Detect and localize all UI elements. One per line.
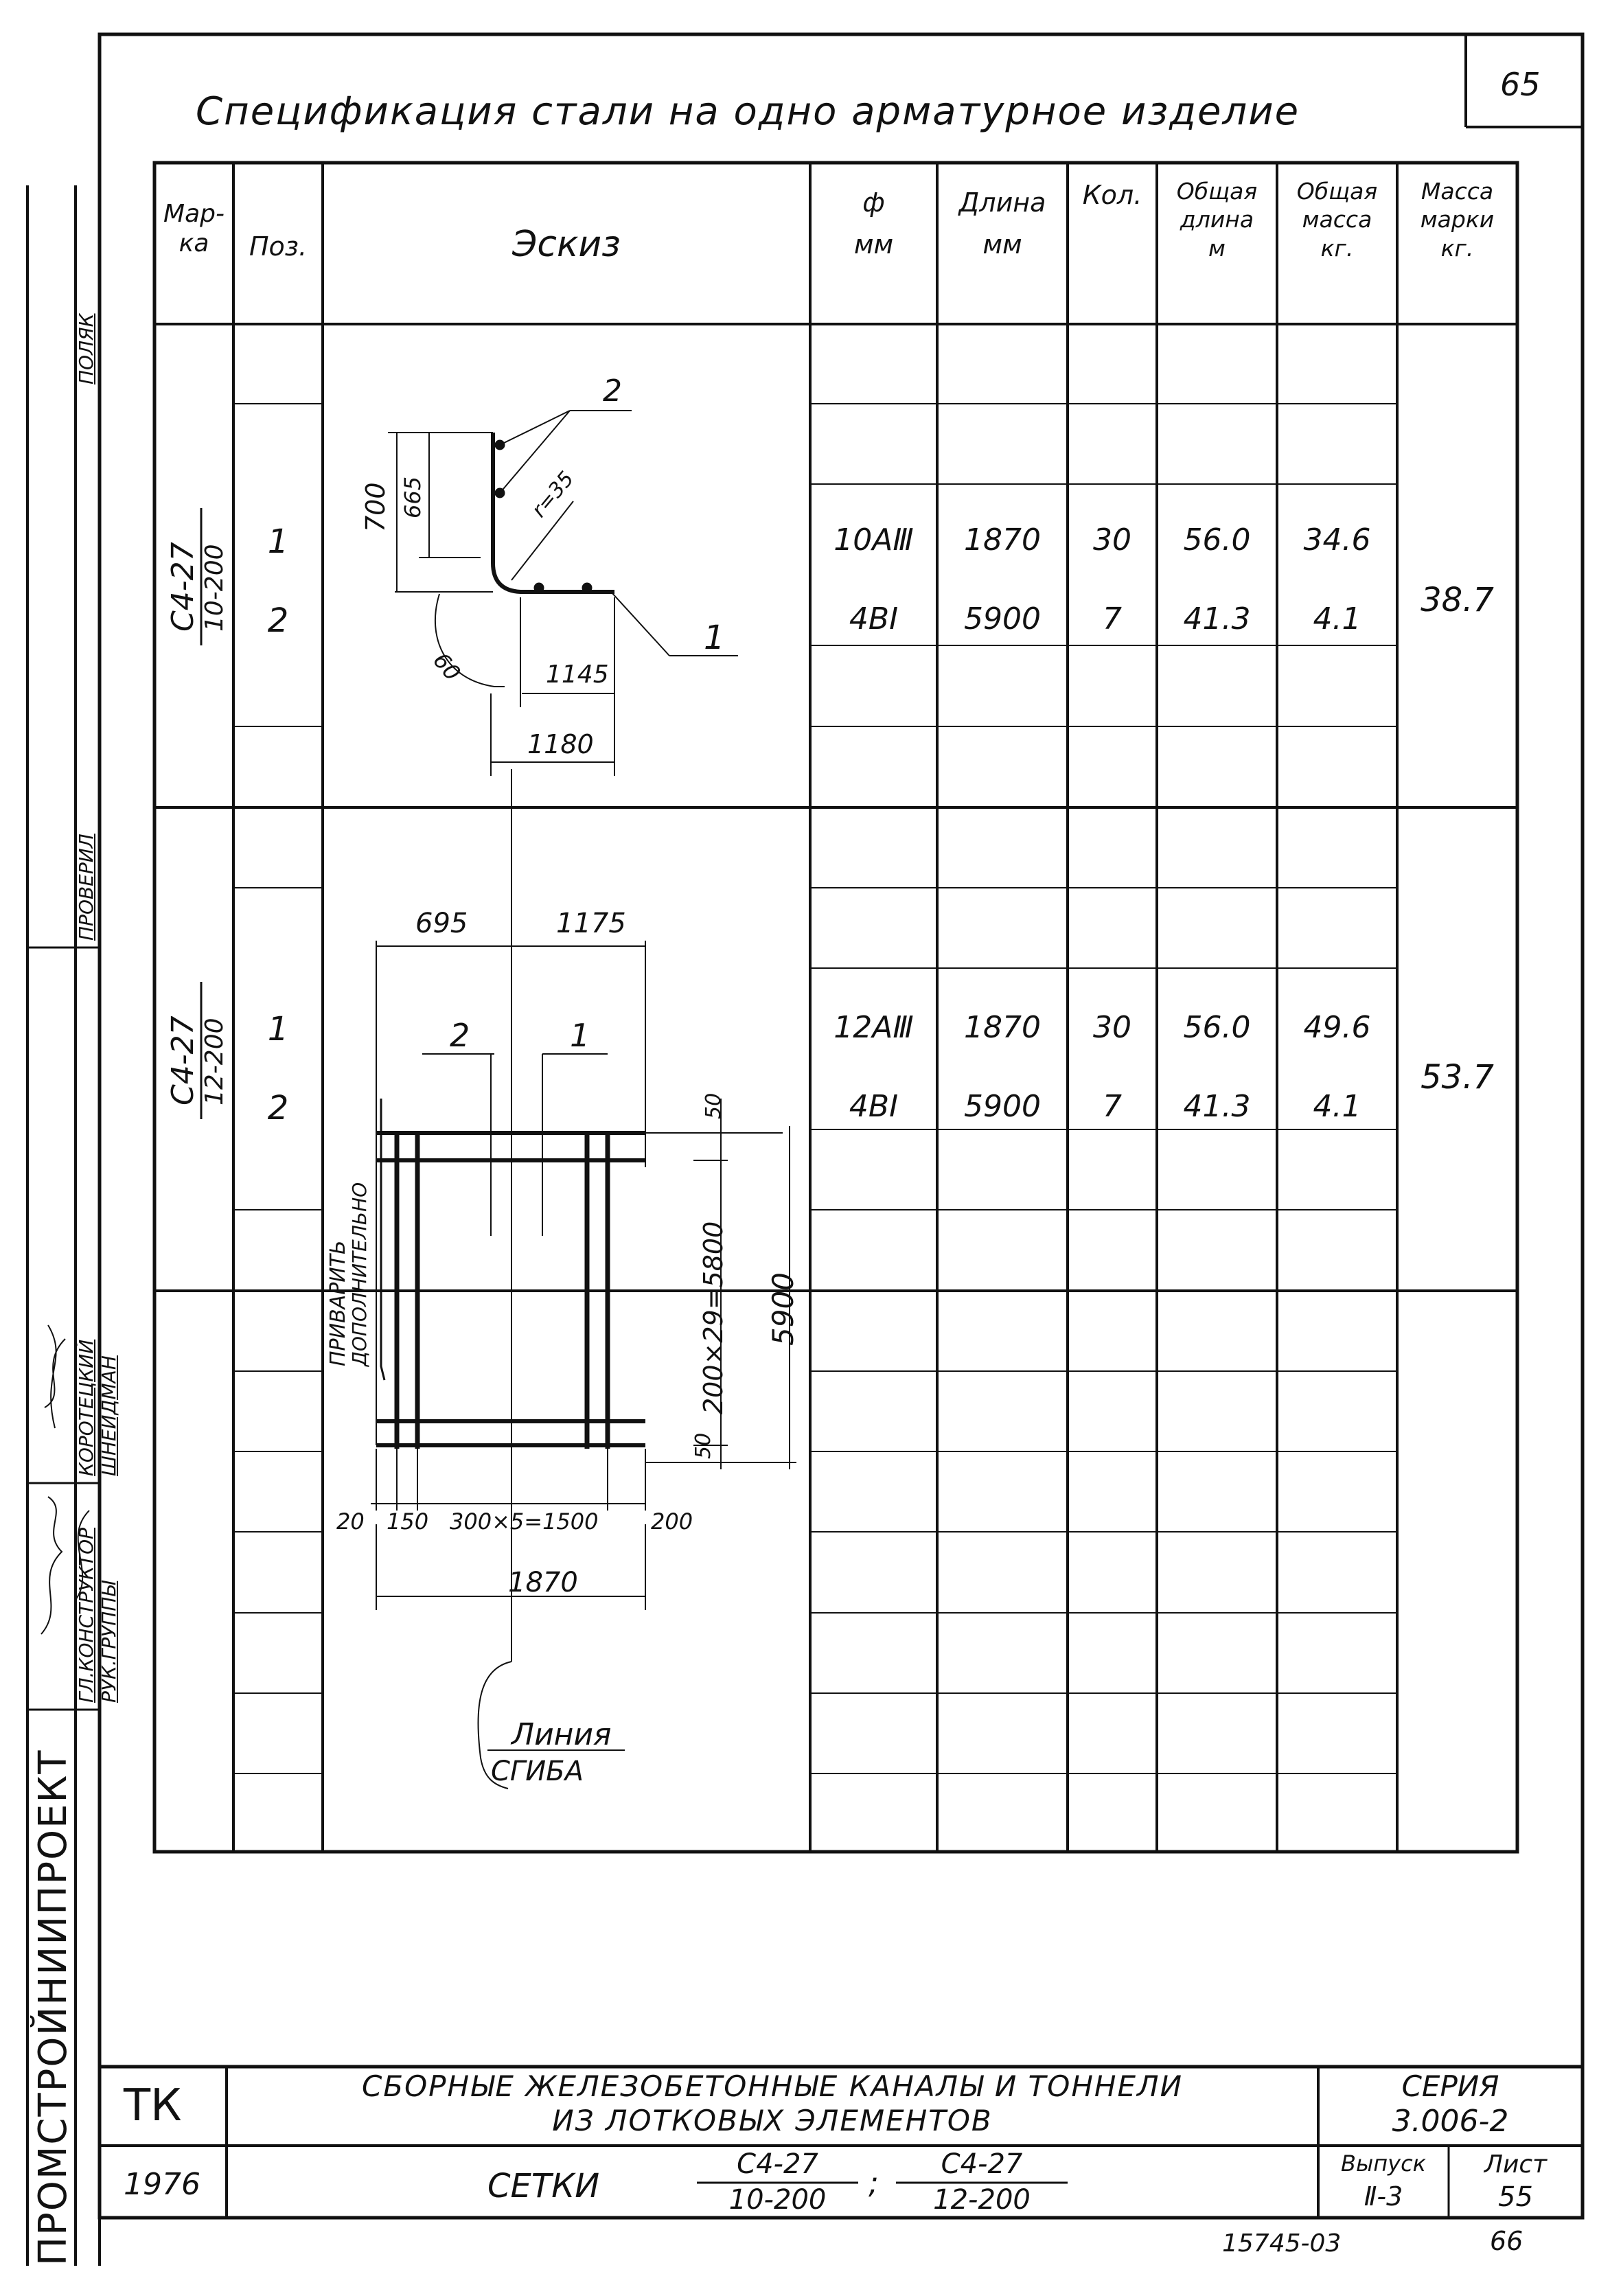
header-diameter: ф мм bbox=[853, 187, 894, 260]
dim-150: 150 bbox=[387, 1508, 429, 1535]
doc-title-line2: ИЗ ЛОТКОВЫХ ЭЛЕМЕНТОВ bbox=[552, 2104, 993, 2137]
header-total-mass: Общая масса кг. bbox=[1296, 178, 1378, 262]
series-label: СЕРИЯ bbox=[1401, 2069, 1499, 2103]
pos-cell: 2 bbox=[267, 1089, 289, 1127]
header-total-length: Общая длина м bbox=[1176, 178, 1258, 262]
doc-year: 1976 bbox=[124, 2167, 200, 2202]
sheet-number-value: 55 bbox=[1498, 2181, 1533, 2213]
doc-title-line1: СБОРНЫЕ ЖЕЛЕЗОБЕТОННЫЕ КАНАЛЫ И ТОННЕЛИ bbox=[361, 2069, 1184, 2103]
mark-mass-cell: 38.7 bbox=[1421, 581, 1494, 619]
rebar-sketch bbox=[323, 324, 810, 1852]
footer-page: 66 bbox=[1490, 2226, 1523, 2256]
qty-cell: 30 bbox=[1093, 1010, 1131, 1045]
sheet-mark-separator: ; bbox=[869, 2166, 879, 2201]
qty-cell: 7 bbox=[1103, 1089, 1122, 1124]
bend-line-label-2: СГИБА bbox=[491, 1756, 584, 1787]
pos-cell: 1 bbox=[267, 1010, 289, 1048]
issue-label: Выпуск bbox=[1341, 2150, 1426, 2177]
dim-1870: 1870 bbox=[508, 1567, 578, 1598]
dim-50-bottom: 50 bbox=[691, 1432, 715, 1459]
bend-label-underline bbox=[487, 1748, 625, 1752]
leader-label-2: 2 bbox=[450, 1017, 470, 1054]
dim-1500: 300×5=1500 bbox=[450, 1508, 599, 1535]
dim-20: 20 bbox=[336, 1508, 365, 1535]
dia-cell: 4ВⅠ bbox=[849, 601, 899, 636]
footer-stamp: 15745-03 bbox=[1222, 2229, 1342, 2258]
sidebar-org: ПРОМСТРОЙНИИПРОЕКТ bbox=[31, 1749, 76, 2266]
issue-value: Ⅱ-3 bbox=[1364, 2181, 1403, 2212]
qty-cell: 30 bbox=[1093, 523, 1131, 558]
dim-50-top: 50 bbox=[702, 1092, 726, 1119]
dim-5800: 200×29=5800 bbox=[698, 1221, 728, 1414]
header-qty: Кол. bbox=[1082, 180, 1142, 210]
doc-code: ТК bbox=[124, 2080, 182, 2131]
dia-cell: 4ВⅠ bbox=[849, 1089, 899, 1124]
dim-1145: 1145 bbox=[546, 661, 609, 689]
sidebar-name: ШНЕЙДМАН bbox=[97, 1355, 120, 1476]
total-length-cell: 41.3 bbox=[1183, 601, 1251, 636]
mark-mass-cell: 53.7 bbox=[1421, 1058, 1494, 1097]
page-number: 65 bbox=[1500, 66, 1541, 103]
bend-line-label-1: Линия bbox=[511, 1717, 612, 1752]
sheet-mark-2-num: С4-27 bbox=[941, 2148, 1023, 2180]
sheet-mark-1-den: 10-200 bbox=[728, 2184, 827, 2216]
total-length-cell: 56.0 bbox=[1183, 1010, 1251, 1045]
length-cell: 5900 bbox=[964, 1089, 1041, 1124]
leader-label-1: 1 bbox=[570, 1017, 590, 1054]
dim-60: 60 bbox=[428, 647, 466, 686]
total-mass-cell: 4.1 bbox=[1313, 1089, 1361, 1124]
header-sketch: Эскиз bbox=[512, 224, 621, 265]
mark-denominator: 10-200 bbox=[200, 544, 229, 632]
weld-note-line1: ПРИВАРИТЬ bbox=[326, 1240, 350, 1366]
series-value: 3.006-2 bbox=[1392, 2104, 1509, 2139]
sheet-mark-2-den: 12-200 bbox=[933, 2184, 1031, 2216]
length-cell: 5900 bbox=[964, 601, 1041, 636]
weld-note-line2: ДОПОЛНИТЕЛЬНО bbox=[348, 1182, 371, 1366]
dim-665: 665 bbox=[400, 476, 426, 518]
header-mark-mass: Масса марки кг. bbox=[1420, 178, 1495, 262]
dim-1180: 1180 bbox=[527, 729, 594, 759]
header-mark: Мар- ка bbox=[163, 200, 225, 258]
total-mass-cell: 34.6 bbox=[1303, 523, 1371, 558]
sidebar-check-name: ПОЛЯК bbox=[75, 313, 97, 384]
sidebar-role: ГЛ.КОНСТРУКТОР bbox=[75, 1527, 97, 1703]
sheet-number-label: Лист bbox=[1484, 2150, 1548, 2179]
page-title: Спецификация стали на одно арматурное изделие bbox=[196, 89, 1300, 134]
dia-cell: 10АⅢ bbox=[833, 523, 914, 558]
length-cell: 1870 bbox=[964, 1010, 1041, 1045]
dim-radius: r=35 bbox=[527, 467, 579, 523]
total-mass-cell: 49.6 bbox=[1303, 1010, 1371, 1045]
header-pos: Поз. bbox=[249, 231, 308, 262]
qty-cell: 7 bbox=[1103, 601, 1122, 636]
sidebar-role: РУК.ГРУППЫ bbox=[97, 1581, 120, 1703]
total-length-cell: 56.0 bbox=[1183, 523, 1251, 558]
total-mass-cell: 4.1 bbox=[1313, 601, 1361, 636]
mark-numerator: С4-27 bbox=[165, 1015, 200, 1105]
leader-label-1: 1 bbox=[704, 619, 725, 657]
mark-denominator: 12-200 bbox=[200, 1018, 229, 1105]
header-length: Длина мм bbox=[958, 187, 1046, 260]
pos-cell: 1 bbox=[267, 523, 289, 561]
sidebar-name: КОРОТЕЦКИЙ bbox=[75, 1339, 97, 1476]
sheet-label: СЕТКИ bbox=[487, 2167, 600, 2205]
total-length-cell: 41.3 bbox=[1183, 1089, 1251, 1124]
pos-cell: 2 bbox=[267, 601, 289, 640]
leader-label-2: 2 bbox=[603, 374, 622, 409]
dim-700: 700 bbox=[360, 482, 391, 532]
sidebar-check-role: ПРОВЕРИЛ bbox=[75, 834, 97, 941]
dim-5900: 5900 bbox=[766, 1272, 800, 1346]
dim-1175: 1175 bbox=[556, 908, 626, 939]
mark-numerator: С4-27 bbox=[165, 542, 200, 632]
dim-200: 200 bbox=[651, 1508, 693, 1535]
sheet-mark-1-num: С4-27 bbox=[737, 2148, 818, 2180]
length-cell: 1870 bbox=[964, 523, 1041, 558]
dim-695: 695 bbox=[415, 908, 468, 939]
dia-cell: 12АⅢ bbox=[833, 1010, 914, 1045]
